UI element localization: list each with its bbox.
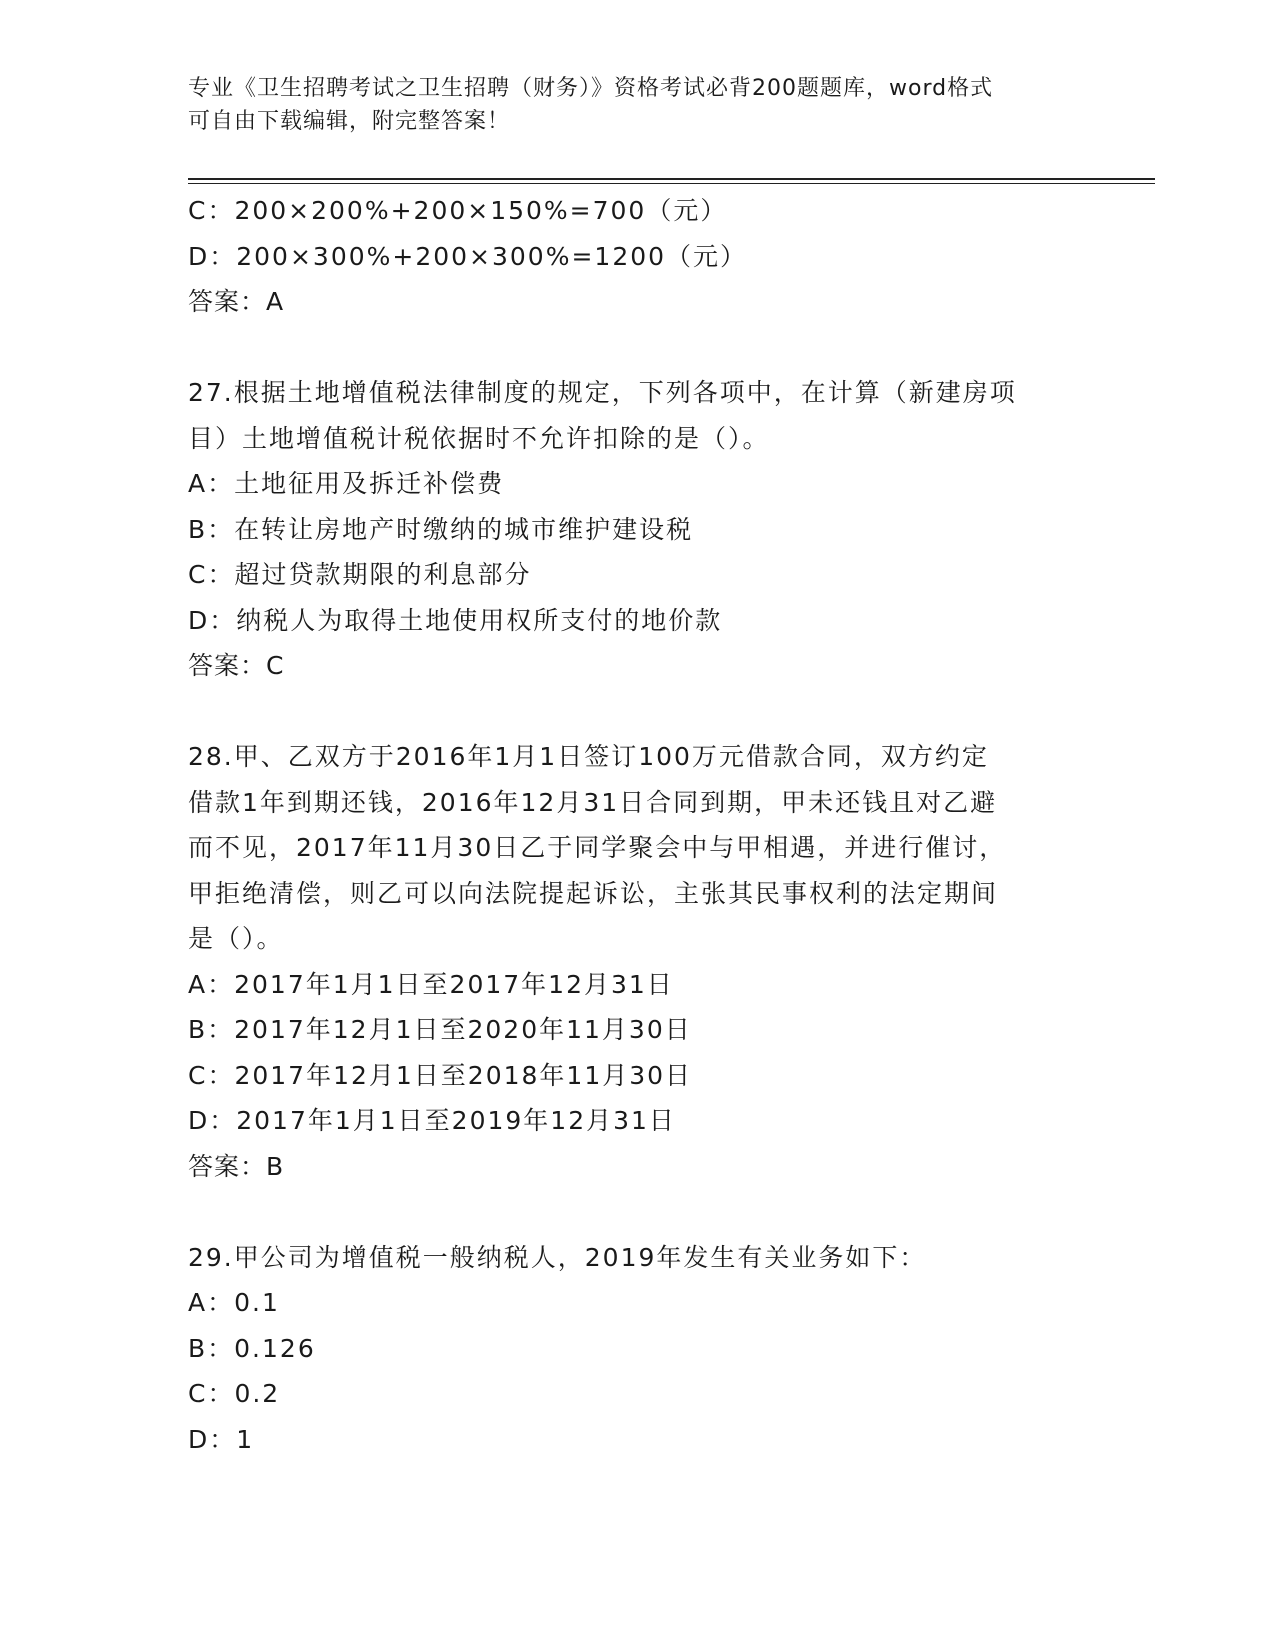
answer-line: 答案：B bbox=[188, 1151, 285, 1181]
question-block-26-tail bbox=[188, 188, 1088, 325]
question-stem: 目）土地增值税计税依据时不允许扣除的是（）。 bbox=[188, 423, 770, 453]
spacer bbox=[188, 325, 1088, 371]
question-stem: 甲拒绝清偿，则乙可以向法院提起诉讼，主张其民事权利的法定期间 bbox=[188, 878, 999, 908]
option-d: D：纳税人为取得土地使用权所支付的地价款 bbox=[188, 605, 723, 635]
question-block-28 bbox=[188, 734, 1088, 1189]
question-block-29 bbox=[188, 1235, 1088, 1463]
option-d: D：1 bbox=[188, 1424, 255, 1454]
header-title-line-2: 可自由下载编辑，附完整答案！ bbox=[188, 109, 511, 134]
question-list bbox=[188, 188, 1088, 1462]
question-stem: 28.甲、乙双方于2016年1月1日签订100万元借款合同，双方约定 bbox=[188, 742, 989, 771]
spacer bbox=[188, 1189, 1088, 1235]
question-stem: 29.甲公司为增值税一般纳税人，2019年发生有关业务如下： bbox=[188, 1242, 927, 1272]
header-rule-thick bbox=[188, 178, 1155, 180]
option-c: C：0.2 bbox=[188, 1379, 281, 1408]
option-b: B：2017年12月1日至2020年11月30日 bbox=[188, 1015, 692, 1044]
question-stem: 是（）。 bbox=[188, 924, 284, 953]
answer-line: 答案：A bbox=[188, 287, 285, 316]
question-block-27 bbox=[188, 370, 1088, 689]
option-d: D：200×300%+200×300%=1200（元） bbox=[188, 241, 748, 271]
option-c: C：200×200%+200×150%=700（元） bbox=[188, 196, 728, 225]
header-title-line-1: 专业《卫生招聘考试之卫生招聘（财务）》资格考试必背200题题库，word格式 bbox=[188, 76, 994, 101]
option-b: B：0.126 bbox=[188, 1333, 316, 1363]
option-c: C：2017年12月1日至2018年11月30日 bbox=[188, 1060, 693, 1090]
question-stem: 而不见，2017年11月30日乙于同学聚会中与甲相遇，并进行催讨， bbox=[188, 833, 1007, 862]
question-stem: 借款1年到期还钱，2016年12月31日合同到期，甲未还钱且对乙避 bbox=[188, 787, 998, 817]
header-rule-thin bbox=[188, 183, 1155, 184]
option-a: A：0.1 bbox=[188, 1288, 280, 1317]
option-c: C：超过贷款期限的利息部分 bbox=[188, 560, 532, 589]
answer-line: 答案：C bbox=[188, 651, 285, 680]
option-b: B：在转让房地产时缴纳的城市维护建设税 bbox=[188, 514, 694, 544]
document-header bbox=[188, 72, 1068, 138]
question-stem: 27.根据土地增值税法律制度的规定，下列各项中，在计算（新建房项 bbox=[188, 378, 1017, 407]
option-a: A：2017年1月1日至2017年12月31日 bbox=[188, 969, 674, 999]
option-d: D：2017年1月1日至2019年12月31日 bbox=[188, 1106, 676, 1135]
option-a: A：土地征用及拆迁补偿费 bbox=[188, 469, 505, 498]
spacer bbox=[188, 689, 1088, 735]
